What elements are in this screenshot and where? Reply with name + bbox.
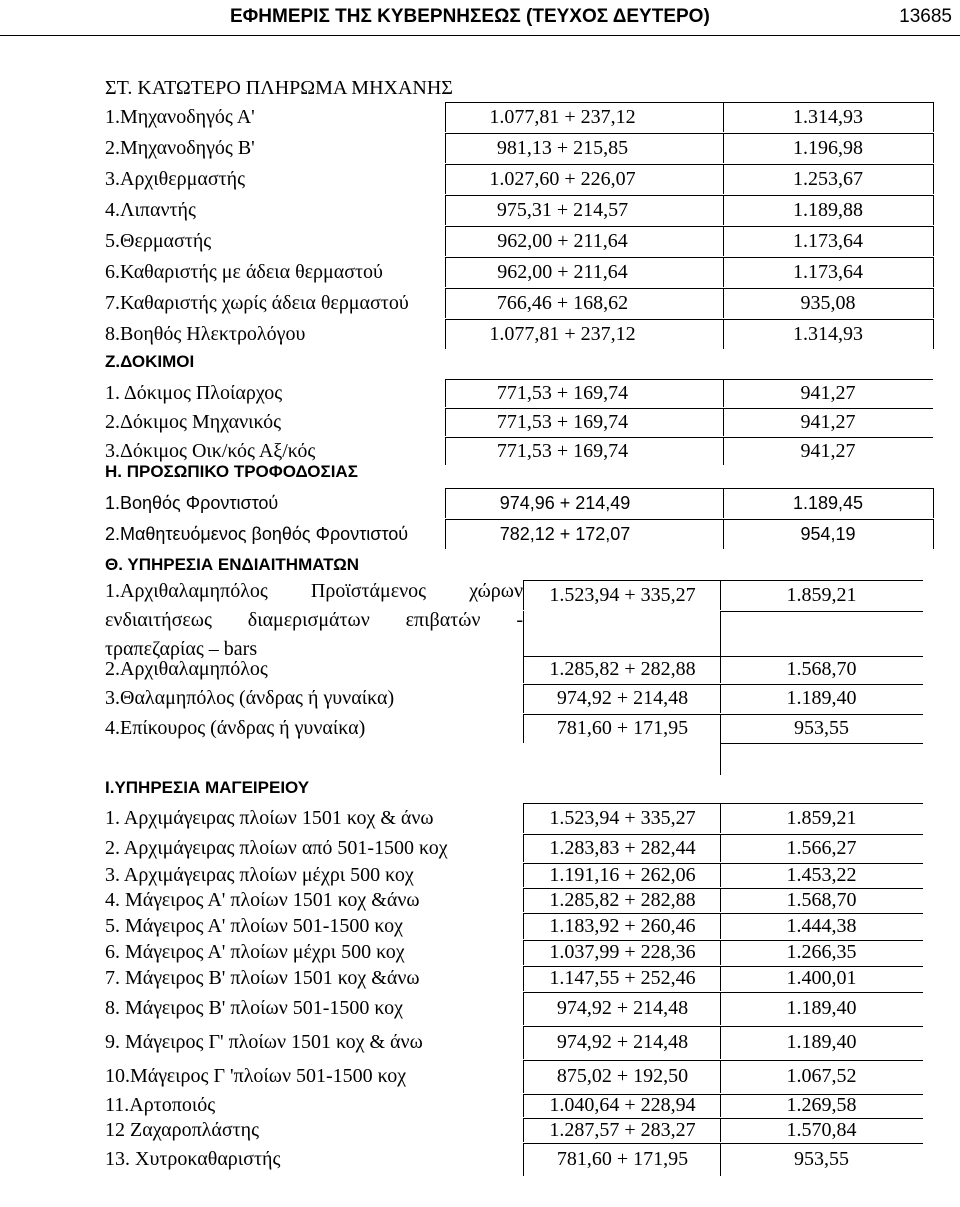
catering-base: 782,12 + 172,07 (499, 523, 631, 544)
catering-base: 974,96 + 214,49 (499, 492, 631, 513)
galley-total: 1.269,58 (786, 1094, 857, 1116)
cabin-row-1-base: 1.523,94 + 335,27 (549, 583, 696, 606)
engine-base: 1.077,81 + 237,12 (489, 322, 636, 345)
cabin-base: 1.285,82 + 282,88 (549, 658, 696, 680)
page-number: 13685 (899, 6, 952, 27)
engine-label: 6.Καθαριστής με άδεια θερμαστού (105, 260, 383, 283)
catering-total: 1.189,45 (792, 492, 864, 513)
galley-row (105, 834, 940, 862)
cadets-row (105, 437, 940, 465)
cabin-row-1-total: 1.859,21 (786, 583, 857, 606)
galley-base: 1.287,57 + 283,27 (549, 1118, 696, 1141)
engine-row (105, 257, 940, 287)
galley-total: 1.067,52 (786, 1065, 857, 1087)
cabin-row (105, 684, 940, 713)
cabin-total: 1.568,70 (786, 658, 857, 680)
galley-label: 13. Χυτροκαθαριστής (105, 1148, 281, 1170)
cadets-total: 941,27 (800, 410, 856, 433)
engine-label: 7.Καθαριστής χωρίς άδεια θερμαστού (105, 291, 409, 314)
engine-label: 4.Λιπαντής (105, 198, 196, 221)
galley-total: 1.400,01 (786, 967, 857, 989)
galley-total: 1.859,21 (786, 806, 857, 829)
galley-row (105, 1094, 940, 1117)
engine-label: 3.Αρχιθερμαστής (105, 167, 246, 190)
galley-row (105, 888, 940, 912)
cadets-total: 941,27 (800, 439, 856, 462)
section-title-galley: Ι.ΥΠΗΡΕΣΙΑ ΜΑΓΕΙΡΕΙΟΥ (105, 778, 310, 797)
galley-base: 1.283,83 + 282,44 (549, 836, 696, 859)
galley-total: 1.568,70 (786, 888, 857, 911)
cadets-base: 771,53 + 169,74 (496, 439, 629, 462)
cabin-total: 953,55 (794, 717, 849, 739)
cabin-empty-row (105, 743, 940, 775)
cadets-row (105, 379, 940, 407)
engine-base: 981,13 + 215,85 (496, 136, 629, 159)
galley-row (105, 863, 940, 887)
galley-label: 4. Μάγειρος Α' πλοίων 1501 κοχ &άνω (105, 888, 420, 911)
cabin-row (105, 656, 940, 683)
galley-base: 875,02 + 192,50 (556, 1065, 689, 1087)
cabin-row-1-line-3: τραπεζαρίας – bars (105, 638, 258, 660)
engine-label: 8.Βοηθός Ηλεκτρολόγου (105, 322, 306, 345)
galley-row (105, 1143, 940, 1176)
engine-row (105, 164, 940, 194)
section-title-engine: ΣΤ. ΚΑΤΩΤΕΡΟ ΠΛΗΡΩΜΑ ΜΗΧΑΝΗΣ (105, 77, 453, 99)
galley-label: 9. Μάγειρος Γ' πλοίων 1501 κοχ & άνω (105, 1031, 423, 1053)
galley-row (105, 1026, 940, 1059)
galley-total: 1.570,84 (786, 1118, 857, 1141)
engine-base: 975,31 + 214,57 (496, 198, 629, 221)
galley-base: 1.523,94 + 335,27 (549, 806, 696, 829)
cabin-label: 2.Αρχιθαλαμηπόλος (105, 658, 268, 680)
galley-label: 8. Μάγειρος Β' πλοίων 501-1500 κοχ (105, 997, 403, 1019)
engine-label: 1.Μηχανοδηγός Α' (105, 105, 255, 128)
engine-row (105, 133, 940, 163)
catering-row (105, 519, 940, 549)
galley-base: 1.040,64 + 228,94 (549, 1094, 696, 1116)
galley-row (105, 1118, 940, 1142)
engine-base: 962,00 + 211,64 (497, 229, 628, 252)
engine-total: 935,08 (800, 291, 856, 314)
section-title-catering: Η. ΠΡΟΣΩΠΙΚΟ ΤΡΟΦΟΔΟΣΙΑΣ (105, 462, 358, 481)
cadets-label: 3.Δόκιμος Οικ/κός Αξ/κός (105, 439, 316, 462)
galley-label: 11.Αρτοποιός (105, 1094, 216, 1116)
catering-row (105, 488, 940, 518)
galley-row (105, 1060, 940, 1093)
galley-total: 953,55 (794, 1148, 849, 1170)
galley-base: 1.037,99 + 228,36 (549, 941, 696, 963)
galley-label: 7. Μάγειρος Β' πλοίων 1501 κοχ &άνω (105, 967, 420, 989)
galley-row (105, 992, 940, 1025)
engine-label: 5.Θερμαστής (105, 229, 212, 252)
galley-label: 1. Αρχιμάγειρας πλοίων 1501 κοχ & άνω (105, 806, 434, 829)
galley-row (105, 913, 940, 939)
galley-base: 974,92 + 214,48 (556, 1031, 689, 1053)
galley-total: 1.566,27 (786, 836, 857, 859)
galley-label: 5. Μάγειρος Α' πλοίων 501-1500 κοχ (105, 914, 403, 937)
cadets-base: 771,53 + 169,74 (496, 410, 629, 433)
galley-base: 1.191,16 + 262,06 (549, 863, 696, 886)
catering-label: 1.Βοηθός Φροντιστού (105, 492, 279, 513)
galley-row (105, 803, 940, 833)
engine-row (105, 288, 940, 318)
cabin-label: 3.Θαλαμηπόλος (άνδρας ή γυναίκα) (105, 687, 395, 709)
engine-row (105, 102, 940, 132)
galley-label: 12 Ζαχαροπλάστης (105, 1118, 260, 1141)
galley-total: 1.444,38 (786, 914, 857, 937)
galley-row (105, 966, 940, 991)
cabin-row-1-values (105, 580, 940, 610)
engine-base: 766,46 + 168,62 (496, 291, 629, 314)
galley-total: 1.266,35 (786, 941, 857, 963)
galley-label: 10.Μάγειρος Γ 'πλοίων 501-1500 κοχ (105, 1065, 407, 1087)
engine-row (105, 195, 940, 225)
engine-row (105, 319, 940, 349)
page-header (0, 0, 960, 36)
galley-label: 6. Μάγειρος Α' πλοίων μέχρι 500 κοχ (105, 941, 405, 963)
galley-label: 2. Αρχιμάγειρας πλοίων από 501-1500 κοχ (105, 836, 448, 859)
section-title-cabin: Θ. ΥΠΗΡΕΣΙΑ ΕΝΔΙΑΙΤΗΜΑΤΩΝ (105, 555, 360, 574)
engine-total: 1.314,93 (793, 105, 863, 128)
galley-label: 3. Αρχιμάγειρας πλοίων μέχρι 500 κοχ (105, 863, 414, 886)
engine-base: 1.027,60 + 226,07 (489, 167, 636, 190)
galley-base: 1.183,92 + 260,46 (549, 914, 696, 937)
cabin-base: 781,60 + 171,95 (556, 717, 689, 739)
catering-total: 954,19 (800, 523, 856, 544)
galley-row (105, 940, 940, 965)
galley-total: 1.453,22 (786, 863, 857, 886)
engine-total: 1.173,64 (793, 260, 863, 283)
cabin-row (105, 714, 940, 743)
cabin-total: 1.189,40 (786, 687, 857, 709)
galley-base: 781,60 + 171,95 (556, 1148, 689, 1170)
catering-label: 2.Μαθητευόμενος βοηθός Φροντιστού (105, 523, 409, 544)
engine-total: 1.196,98 (793, 136, 863, 159)
cadets-base: 771,53 + 169,74 (496, 381, 629, 404)
galley-base: 1.285,82 + 282,88 (549, 888, 696, 911)
galley-base: 974,92 + 214,48 (556, 997, 689, 1019)
section-title-cadets: Ζ.ΔΟΚΙΜΟΙ (105, 352, 195, 371)
cabin-row-1-line-1: 1.Αρχιθαλαμηπόλος Προϊστάμενος χώρων (105, 580, 523, 602)
cabin-row-1-line-2: ενδιαιτήσεως διαμερισμάτων επιβατών - (105, 609, 523, 631)
cadets-label: 1. Δόκιμος Πλοίαρχος (105, 381, 283, 404)
cadets-total: 941,27 (800, 381, 856, 404)
cabin-base: 974,92 + 214,48 (556, 687, 689, 709)
engine-total: 1.314,93 (793, 322, 863, 345)
gazette-title: ΕΦΗΜΕΡΙΣ ΤΗΣ ΚΥΒΕΡΝΗΣΕΩΣ (ΤΕΥΧΟΣ ΔΕΥΤΕΡΟ) (230, 6, 710, 27)
cadets-label: 2.Δόκιμος Μηχανικός (105, 410, 282, 433)
galley-base: 1.147,55 + 252,46 (549, 967, 696, 989)
cabin-label: 4.Επίκουρος (άνδρας ή γυναίκα) (105, 717, 366, 739)
engine-total: 1.173,64 (793, 229, 863, 252)
engine-total: 1.189,88 (793, 198, 863, 221)
header-rule (0, 35, 960, 36)
galley-total: 1.189,40 (786, 997, 857, 1019)
galley-total: 1.189,40 (786, 1031, 857, 1053)
engine-row (105, 226, 940, 256)
engine-label: 2.Μηχανοδηγός Β' (105, 136, 255, 159)
engine-total: 1.253,67 (793, 167, 863, 190)
cadets-row (105, 408, 940, 436)
engine-base: 962,00 + 211,64 (497, 260, 628, 283)
cabin-row-1-spacer (105, 611, 940, 656)
engine-base: 1.077,81 + 237,12 (489, 105, 636, 128)
